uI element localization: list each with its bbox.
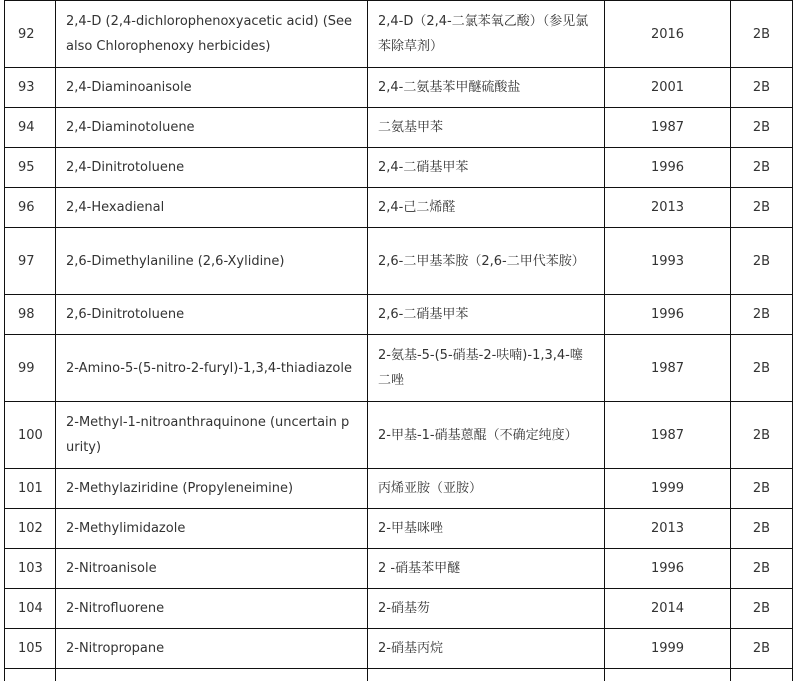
row-number: 95 xyxy=(5,148,56,188)
agent-name-en: 2-Nitroanisole xyxy=(56,549,368,589)
agent-name-zh: 2 -硝基苯甲醚 xyxy=(368,549,605,589)
table-cell xyxy=(56,669,368,682)
row-number: 98 xyxy=(5,295,56,335)
agent-name-en: 2,4-Dinitrotoluene xyxy=(56,148,368,188)
carcinogen-table xyxy=(4,0,793,681)
evaluation-year: 1987 xyxy=(605,108,731,148)
row-number: 103 xyxy=(5,549,56,589)
agent-name-en: 2,6-Dimethylaniline (2,6-Xylidine) xyxy=(56,228,368,295)
evaluation-year: 1993 xyxy=(605,228,731,295)
agent-name-zh: 2-硝基丙烷 xyxy=(368,629,605,669)
agent-name-en: 2,4-Diaminotoluene xyxy=(56,108,368,148)
row-number: 92 xyxy=(5,1,56,68)
table-row xyxy=(5,228,793,295)
table-cell xyxy=(368,669,605,682)
agent-name-zh: 丙烯亚胺（亚胺） xyxy=(368,469,605,509)
agent-name-zh: 2-甲基-1-硝基蒽醌（不确定纯度） xyxy=(368,402,605,469)
row-number: 101 xyxy=(5,469,56,509)
table-row xyxy=(5,295,793,335)
agent-name-en: 2,4-Hexadienal xyxy=(56,188,368,228)
agent-name-zh: 2,4-己二烯醛 xyxy=(368,188,605,228)
evaluation-year: 1999 xyxy=(605,469,731,509)
agent-name-en: 2-Amino-5-(5-nitro-2-furyl)-1,3,4-thiadiazole xyxy=(56,335,368,402)
iarc-group: 2B xyxy=(731,509,793,549)
agent-name-en: 2,4-Diaminoanisole xyxy=(56,68,368,108)
row-number: 102 xyxy=(5,509,56,549)
agent-name-zh: 2,4-D（2,4-二氯苯氧乙酸）（参见氯苯除草剂） xyxy=(368,1,605,68)
agent-name-zh: 2-甲基咪唑 xyxy=(368,509,605,549)
agent-name-zh: 2,4-二氨基苯甲醚硫酸盐 xyxy=(368,68,605,108)
table-row-partial xyxy=(5,669,793,682)
agent-name-en: 2,4-D (2,4-dichlorophenoxyacetic acid) (See also Chlorophenoxy herbicides) xyxy=(56,1,368,68)
evaluation-year: 2014 xyxy=(605,589,731,629)
evaluation-year: 1999 xyxy=(605,629,731,669)
agent-name-en: 2-Nitropropane xyxy=(56,629,368,669)
row-number: 100 xyxy=(5,402,56,469)
table-cell xyxy=(5,669,56,682)
iarc-group: 2B xyxy=(731,549,793,589)
iarc-group: 2B xyxy=(731,108,793,148)
agent-name-en: 2-Methylaziridine (Propyleneimine) xyxy=(56,469,368,509)
agent-name-zh: 2-硝基芴 xyxy=(368,589,605,629)
iarc-group: 2B xyxy=(731,1,793,68)
evaluation-year: 2013 xyxy=(605,509,731,549)
iarc-group: 2B xyxy=(731,402,793,469)
agent-name-en: 2,6-Dinitrotoluene xyxy=(56,295,368,335)
row-number: 97 xyxy=(5,228,56,295)
agent-name-zh: 2,6-二硝基甲苯 xyxy=(368,295,605,335)
table-cell xyxy=(605,669,731,682)
table-row xyxy=(5,589,793,629)
table-row xyxy=(5,509,793,549)
iarc-group: 2B xyxy=(731,228,793,295)
row-number: 105 xyxy=(5,629,56,669)
iarc-group: 2B xyxy=(731,68,793,108)
agent-name-en: 2-Methyl-1-nitroanthraquinone (uncertain purity) xyxy=(56,402,368,469)
table-row xyxy=(5,469,793,509)
agent-name-zh: 二氨基甲苯 xyxy=(368,108,605,148)
evaluation-year: 2001 xyxy=(605,68,731,108)
row-number: 104 xyxy=(5,589,56,629)
table-container xyxy=(4,0,793,681)
iarc-group: 2B xyxy=(731,188,793,228)
table-row xyxy=(5,188,793,228)
agent-name-zh: 2,6-二甲基苯胺（2,6-二甲代苯胺） xyxy=(368,228,605,295)
agent-name-zh: 2,4-二硝基甲苯 xyxy=(368,148,605,188)
row-number: 93 xyxy=(5,68,56,108)
iarc-group: 2B xyxy=(731,148,793,188)
table-row xyxy=(5,549,793,589)
iarc-group: 2B xyxy=(731,589,793,629)
evaluation-year: 1996 xyxy=(605,148,731,188)
table-row xyxy=(5,148,793,188)
evaluation-year: 1987 xyxy=(605,335,731,402)
agent-name-zh: 2-氨基-5-(5-硝基-2-呋喃)-1,3,4-噻二唑 xyxy=(368,335,605,402)
row-number: 99 xyxy=(5,335,56,402)
table-row xyxy=(5,629,793,669)
row-number: 94 xyxy=(5,108,56,148)
iarc-group: 2B xyxy=(731,469,793,509)
iarc-group: 2B xyxy=(731,295,793,335)
table-row xyxy=(5,335,793,402)
evaluation-year: 2016 xyxy=(605,1,731,68)
agent-name-en: 2-Nitrofluorene xyxy=(56,589,368,629)
evaluation-year: 1996 xyxy=(605,295,731,335)
table-row xyxy=(5,1,793,68)
table-row xyxy=(5,68,793,108)
evaluation-year: 1996 xyxy=(605,549,731,589)
table-row xyxy=(5,108,793,148)
table-row xyxy=(5,402,793,469)
evaluation-year: 2013 xyxy=(605,188,731,228)
iarc-group: 2B xyxy=(731,629,793,669)
row-number: 96 xyxy=(5,188,56,228)
evaluation-year: 1987 xyxy=(605,402,731,469)
agent-name-en: 2-Methylimidazole xyxy=(56,509,368,549)
table-cell xyxy=(731,669,793,682)
iarc-group: 2B xyxy=(731,335,793,402)
